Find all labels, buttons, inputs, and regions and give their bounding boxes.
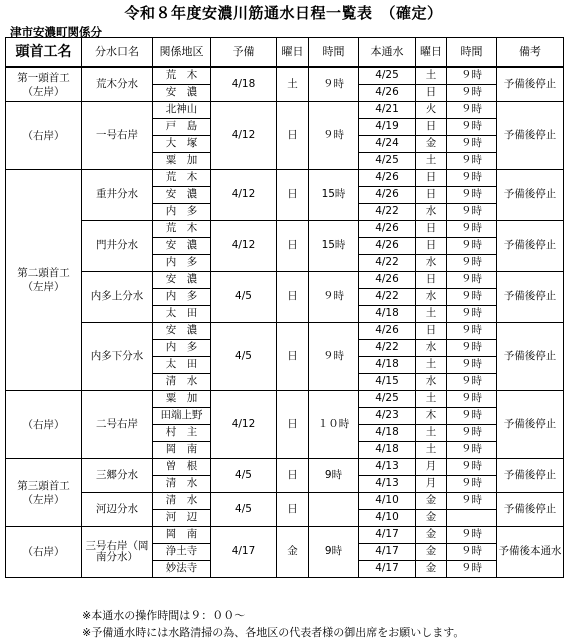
group-araki [6, 67, 564, 102]
main-time-cell: ９時 [447, 527, 497, 544]
main-date-cell: 4/25 [359, 153, 416, 170]
main-day-cell: 日 [416, 272, 447, 289]
main-day-cell: 日 [416, 187, 447, 204]
main-day-cell: 水 [416, 255, 447, 272]
main-date-cell: 4/26 [359, 187, 416, 204]
main-time-cell: ９時 [447, 374, 497, 391]
main-date-cell: 4/22 [359, 340, 416, 357]
district-cell: 粟 加 [153, 391, 211, 408]
main-time-cell: ９時 [447, 221, 497, 238]
header-main-date: 本通水 [359, 38, 416, 68]
headworks-side: （左岸） [22, 85, 65, 98]
main-time-cell: ９時 [447, 306, 497, 323]
headworks-side: （左岸） [22, 493, 65, 506]
header-pre-day: 曜日 [277, 38, 309, 68]
main-date-cell: 4/17 [359, 544, 416, 561]
district-cell: 浄土寺 [153, 544, 211, 561]
main-time-cell: ９時 [447, 357, 497, 374]
pre-time-cell: ９時 [309, 67, 359, 102]
page-subtitle: 津市安濃町関係分 [10, 25, 102, 39]
pre-date-cell: 4/5 [211, 272, 277, 323]
main-date-cell: 4/18 [359, 306, 416, 323]
group-daini-saegan [6, 170, 564, 391]
headworks-side: （右岸） [22, 129, 65, 142]
main-day-cell: 金 [416, 561, 447, 578]
outlet-cell: 内多下分水 [82, 323, 153, 391]
group-nigo-ugan [6, 391, 564, 459]
district-cell: 内 多 [153, 255, 211, 272]
headworks-side: （右岸） [22, 546, 65, 558]
main-day-cell: 月 [416, 476, 447, 493]
pre-day-cell: 金 [277, 527, 309, 578]
group-sango-ugan [6, 527, 564, 578]
remarks-cell: 予備後停止 [497, 323, 564, 391]
main-date-cell: 4/18 [359, 425, 416, 442]
footnote-operation-time: ※本通水の操作時間は９：００～ [82, 609, 246, 622]
district-cell: 粟 加 [153, 153, 211, 170]
outlet-cell: 重井分水 [82, 170, 153, 221]
district-cell: 大 塚 [153, 136, 211, 153]
main-day-cell: 日 [416, 119, 447, 136]
main-time-cell: ９時 [447, 323, 497, 340]
headworks-name: 第三頭首工 [17, 479, 70, 492]
main-date-cell: 4/18 [359, 357, 416, 374]
district-cell: 内 多 [153, 204, 211, 221]
main-day-cell: 水 [416, 204, 447, 221]
main-day-cell: 土 [416, 153, 447, 170]
pre-time-cell [309, 493, 359, 527]
main-date-cell: 4/25 [359, 391, 416, 408]
pre-day-cell: 土 [277, 67, 309, 102]
header-row [6, 38, 564, 68]
main-date-cell: 4/25 [359, 67, 416, 85]
main-time-cell: ９時 [447, 493, 497, 510]
main-day-cell: 金 [416, 136, 447, 153]
table-row [6, 170, 564, 187]
table-row [6, 272, 564, 289]
main-date-cell: 4/17 [359, 561, 416, 578]
main-date-cell: 4/26 [359, 170, 416, 187]
district-cell: 田端上野 [153, 408, 211, 425]
main-time-cell: ９時 [447, 459, 497, 476]
pre-day-cell: 日 [277, 493, 309, 527]
pre-date-cell: 4/5 [211, 493, 277, 527]
remarks-cell: 予備後停止 [497, 67, 564, 102]
main-day-cell: 金 [416, 493, 447, 510]
main-day-cell: 木 [416, 408, 447, 425]
main-day-cell: 日 [416, 85, 447, 102]
district-cell: 戸 島 [153, 119, 211, 136]
main-date-cell: 4/26 [359, 272, 416, 289]
footnote-cleaning-request: ※予備通水時には水路清掃の為、各地区の代表者様の御出席をお願いします。 [82, 626, 465, 639]
main-time-cell: ９時 [447, 204, 497, 221]
main-day-cell: 日 [416, 238, 447, 255]
table-row [6, 493, 564, 510]
main-time-cell: ９時 [447, 238, 497, 255]
main-time-cell: ９時 [447, 170, 497, 187]
main-time-cell: ９時 [447, 272, 497, 289]
main-date-cell: 4/22 [359, 255, 416, 272]
main-date-cell: 4/24 [359, 136, 416, 153]
pre-time-cell: 15時 [309, 170, 359, 221]
district-cell: 北神山 [153, 102, 211, 119]
main-date-cell: 4/21 [359, 102, 416, 119]
remarks-cell: 予備後本通水 [497, 527, 564, 578]
headworks-side: （左岸） [22, 281, 65, 293]
table-row [6, 67, 564, 85]
main-time-cell [447, 510, 497, 527]
outlet-cell: 一号右岸 [82, 102, 153, 170]
district-cell: 安 濃 [153, 323, 211, 340]
district-cell: 河 辺 [153, 510, 211, 527]
headworks-name: 第一頭首工 [17, 71, 70, 84]
table-row [6, 459, 564, 476]
pre-time-cell: 9時 [309, 459, 359, 493]
table-row [6, 323, 564, 340]
remarks-cell: 予備後停止 [497, 272, 564, 323]
pre-date-cell: 4/17 [211, 527, 277, 578]
main-date-cell: 4/13 [359, 459, 416, 476]
main-date-cell: 4/19 [359, 119, 416, 136]
main-day-cell: 日 [416, 221, 447, 238]
pre-time-cell: ９時 [309, 323, 359, 391]
district-cell: 清 水 [153, 476, 211, 493]
outlet-cell: 三郷分水 [82, 459, 153, 493]
district-cell: 岡 南 [153, 442, 211, 459]
pre-day-cell: 日 [277, 391, 309, 459]
main-day-cell: 金 [416, 544, 447, 561]
main-day-cell: 月 [416, 459, 447, 476]
main-date-cell: 4/15 [359, 374, 416, 391]
headworks-cell [6, 527, 82, 578]
pre-date-cell: 4/12 [211, 170, 277, 221]
header-headworks: 頭首工名 [6, 38, 82, 68]
outlet-cell: 三号右岸（岡南分水） [82, 527, 153, 578]
page-title: 令和８年度安濃川筋通水日程一覧表 （確定） [124, 4, 443, 22]
district-cell: 村 主 [153, 425, 211, 442]
table-row [6, 527, 564, 544]
district-cell: 安 濃 [153, 85, 211, 102]
headworks-cell [6, 102, 82, 170]
main-time-cell: ９時 [447, 442, 497, 459]
main-date-cell: 4/26 [359, 323, 416, 340]
header-remarks: 備考 [497, 38, 564, 68]
main-time-cell: ９時 [447, 136, 497, 153]
main-day-cell: 金 [416, 527, 447, 544]
main-day-cell: 土 [416, 306, 447, 323]
pre-day-cell: 日 [277, 459, 309, 493]
header-main-day: 曜日 [416, 38, 447, 68]
district-cell: 妙法寺 [153, 561, 211, 578]
main-time-cell: ９時 [447, 289, 497, 306]
headworks-name: 第二頭首工 [17, 267, 70, 279]
main-time-cell: ９時 [447, 255, 497, 272]
district-cell: 安 濃 [153, 272, 211, 289]
remarks-cell: 予備後停止 [497, 221, 564, 272]
pre-date-cell: 4/12 [211, 391, 277, 459]
main-time-cell: ９時 [447, 187, 497, 204]
main-time-cell: ９時 [447, 476, 497, 493]
header-district: 関係地区 [153, 38, 211, 68]
pre-time-cell: 15時 [309, 221, 359, 272]
main-time-cell: ９時 [447, 544, 497, 561]
table-row [6, 102, 564, 119]
district-cell: 清 水 [153, 493, 211, 510]
headworks-side: （右岸） [22, 418, 65, 431]
headworks-cell [6, 391, 82, 459]
main-date-cell: 4/22 [359, 289, 416, 306]
district-cell: 岡 南 [153, 527, 211, 544]
main-time-cell: ９時 [447, 408, 497, 425]
district-cell: 荒 木 [153, 221, 211, 238]
main-time-cell: ９時 [447, 85, 497, 102]
remarks-cell: 予備後停止 [497, 391, 564, 459]
district-cell: 荒 木 [153, 170, 211, 187]
main-date-cell: 4/17 [359, 527, 416, 544]
main-time-cell: ９時 [447, 391, 497, 408]
table-row [6, 391, 564, 408]
pre-date-cell: 4/5 [211, 323, 277, 391]
main-day-cell: 土 [416, 442, 447, 459]
main-day-cell: 火 [416, 102, 447, 119]
outlet-cell: 内多上分水 [82, 272, 153, 323]
main-date-cell: 4/10 [359, 510, 416, 527]
remarks-cell: 予備後停止 [497, 102, 564, 170]
district-cell: 太 田 [153, 357, 211, 374]
header-pre-time: 時間 [309, 38, 359, 68]
pre-time-cell: ９時 [309, 102, 359, 170]
main-time-cell: ９時 [447, 425, 497, 442]
main-time-cell: ９時 [447, 102, 497, 119]
pre-time-cell: 9時 [309, 527, 359, 578]
remarks-cell: 予備後停止 [497, 459, 564, 493]
main-time-cell: ９時 [447, 340, 497, 357]
headworks-cell [6, 67, 82, 102]
group-ichigo-ugan [6, 102, 564, 170]
remarks-cell: 予備後停止 [497, 493, 564, 527]
main-day-cell: 金 [416, 510, 447, 527]
outlet-cell: 河辺分水 [82, 493, 153, 527]
main-date-cell: 4/23 [359, 408, 416, 425]
pre-day-cell: 日 [277, 102, 309, 170]
main-day-cell: 水 [416, 340, 447, 357]
main-date-cell: 4/26 [359, 85, 416, 102]
pre-day-cell: 日 [277, 272, 309, 323]
main-day-cell: 水 [416, 374, 447, 391]
outlet-cell: 荒木分水 [82, 67, 153, 102]
headworks-cell [6, 170, 82, 391]
schedule-table [5, 37, 564, 578]
district-cell: 清 水 [153, 374, 211, 391]
header-outlet: 分水口名 [82, 38, 153, 68]
main-time-cell: ９時 [447, 153, 497, 170]
main-day-cell: 土 [416, 67, 447, 85]
main-day-cell: 土 [416, 425, 447, 442]
outlet-cell: 二号右岸 [82, 391, 153, 459]
main-date-cell: 4/10 [359, 493, 416, 510]
outlet-cell: 門井分水 [82, 221, 153, 272]
main-day-cell: 土 [416, 391, 447, 408]
pre-date-cell: 4/5 [211, 459, 277, 493]
headworks-cell [6, 459, 82, 527]
pre-date-cell: 4/12 [211, 221, 277, 272]
pre-day-cell: 日 [277, 170, 309, 221]
pre-day-cell: 日 [277, 221, 309, 272]
pre-date-cell: 4/18 [211, 67, 277, 102]
main-date-cell: 4/26 [359, 238, 416, 255]
remarks-cell: 予備後停止 [497, 170, 564, 221]
table-row [6, 221, 564, 238]
pre-date-cell: 4/12 [211, 102, 277, 170]
header-main-time: 時間 [447, 38, 497, 68]
main-day-cell: 土 [416, 357, 447, 374]
main-time-cell: ９時 [447, 561, 497, 578]
district-cell: 太 田 [153, 306, 211, 323]
group-daisan-saegan [6, 459, 564, 527]
header-pre-date: 予備 [211, 38, 277, 68]
district-cell: 曽 根 [153, 459, 211, 476]
main-day-cell: 日 [416, 170, 447, 187]
main-date-cell: 4/22 [359, 204, 416, 221]
district-cell: 安 濃 [153, 187, 211, 204]
district-cell: 内 多 [153, 340, 211, 357]
main-date-cell: 4/13 [359, 476, 416, 493]
pre-day-cell: 日 [277, 323, 309, 391]
main-time-cell: ９時 [447, 67, 497, 85]
main-date-cell: 4/18 [359, 442, 416, 459]
main-date-cell: 4/26 [359, 221, 416, 238]
district-cell: 安 濃 [153, 238, 211, 255]
main-day-cell: 日 [416, 323, 447, 340]
pre-time-cell: １０時 [309, 391, 359, 459]
district-cell: 荒 木 [153, 67, 211, 85]
pre-time-cell: ９時 [309, 272, 359, 323]
main-time-cell: ９時 [447, 119, 497, 136]
district-cell: 内 多 [153, 289, 211, 306]
main-day-cell: 水 [416, 289, 447, 306]
